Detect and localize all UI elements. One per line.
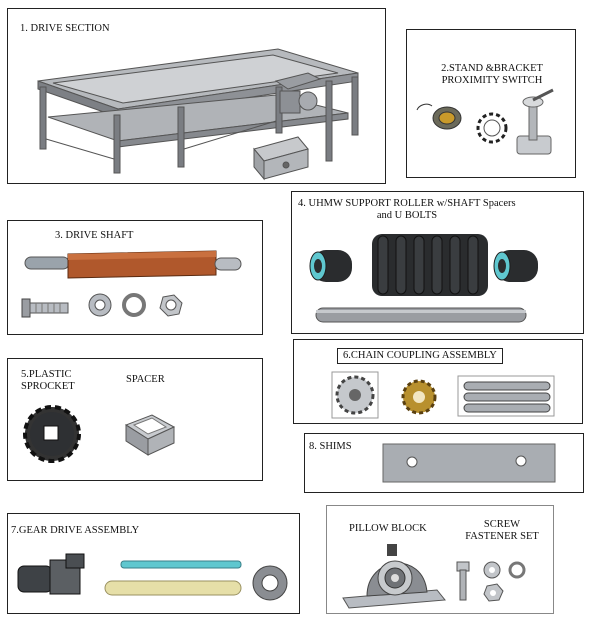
chain-coupling-title: 6.CHAIN COUPLING ASSEMBLY: [337, 348, 503, 364]
spacer-label: SPACER: [126, 374, 165, 385]
panel-pillow-block: [326, 505, 554, 614]
support-roller-illustration: [292, 192, 585, 335]
plastic-sprocket-title-line2: SPROCKET: [21, 381, 75, 392]
panel-stand-bracket: [406, 29, 576, 178]
gear-drive-illustration: [8, 514, 301, 615]
chain-coupling-illustration: [294, 340, 584, 425]
support-roller-title-line2: and U BOLTS: [376, 210, 438, 221]
drive-section-frame-illustration: [8, 9, 387, 185]
stand-bracket-title-line2: PROXIMITY SWITCH: [441, 75, 543, 86]
plastic-sprocket-illustration: [8, 359, 264, 482]
panel-chain-coupling: [293, 339, 583, 424]
panel-drive-shaft: [7, 220, 263, 335]
panel-gear-drive: [7, 513, 300, 614]
panel-shims: [304, 433, 584, 493]
shim-plate-illustration: [305, 434, 585, 494]
shims-title: 8. SHIMS: [309, 441, 352, 452]
support-roller-title-line1: 4. UHMW SUPPORT ROLLER w/SHAFT Spacers: [298, 198, 516, 209]
gear-drive-title: 7.GEAR DRIVE ASSEMBLY: [11, 525, 140, 536]
panel-support-roller: [291, 191, 584, 334]
pillow-block-illustration: [327, 506, 555, 615]
drive-shaft-illustration: [8, 221, 264, 336]
proximity-switch-illustration: [407, 30, 577, 179]
stand-bracket-title-line1: 2.STAND &BRACKET: [441, 63, 543, 74]
pillow-block-label: PILLOW BLOCK: [349, 523, 427, 534]
panel-plastic-sprocket: [7, 358, 263, 481]
drive-section-title: 1. DRIVE SECTION: [20, 23, 110, 34]
drive-shaft-title: 3. DRIVE SHAFT: [55, 230, 134, 241]
screw-fastener-label-line1: SCREW: [483, 519, 521, 530]
screw-fastener-label-line2: FASTENER SET: [465, 531, 539, 542]
panel-drive-section: [7, 8, 386, 184]
plastic-sprocket-title-line1: 5.PLASTIC: [21, 369, 72, 380]
